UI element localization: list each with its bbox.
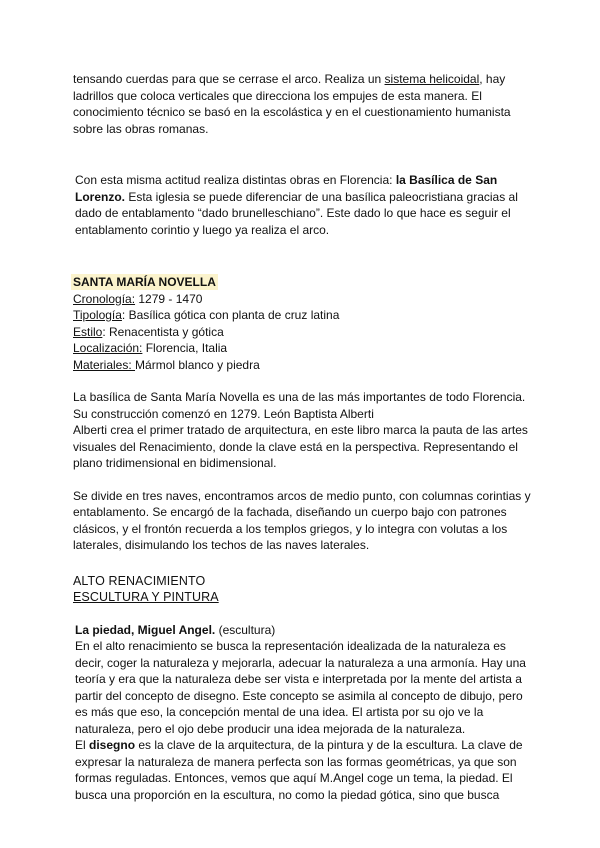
sistema-helicoidal-link[interactable]: sistema helicoidal xyxy=(384,72,480,86)
field-label: Materiales: xyxy=(73,357,136,372)
escultura-pintura-subtitle: ESCULTURA Y PINTURA xyxy=(73,590,219,604)
santa-maria-novella-section xyxy=(73,274,533,373)
paragraph-basilica: La basílica de Santa María Novella es una de las más importantes de todo Florencia. Su construcción comenzó en 1279. León Baptista Alberti xyxy=(73,390,526,421)
field-label: Estilo xyxy=(73,324,103,339)
piedad-heading xyxy=(73,622,533,639)
paragraph-text: El xyxy=(75,738,90,752)
field-value: : Renacentista y gótica xyxy=(102,324,224,339)
field-value: 1279 - 1470 xyxy=(135,291,203,306)
paragraph-alto-renacimiento: En el alto renacimiento se busca la representación idealizada de la naturaleza es decir, coger la naturaleza y mejorarla, adecuar la naturaleza a una armonía. Hay una teoría y era que la naturaleza debe ser vista e interpretada por la mente del artista a partir del concepto de disegno. Este concepto se asimila al concepto de dibujo, pero es más que eso, la concepción mental de una idea. El artista por su ojo ve la naturaleza, pero el ojo debe producir una idea mejorada de la naturaleza. xyxy=(75,639,526,736)
field-value: : Basílica gótica con planta de cruz latina xyxy=(121,308,340,322)
alto-renacimiento-title: ALTO RENACIMIENTO xyxy=(73,573,206,588)
paragraph-san-lorenzo xyxy=(73,172,533,238)
paragraph-alberti: Alberti crea el primer tratado de arquitectura, en este libro marca la pauta de las artes visuales del Renacimiento, donde la clave está en la perspectiva. Representando el plano tridimensional en bidimensional. xyxy=(73,423,528,470)
field-materiales xyxy=(73,357,533,374)
paragraph-text: Esta iglesia se puede diferenciar de una basílica paleocristiana gracias al dado de entablamento “dado brunelleschiano”. Este dado lo que hace es seguir el entablamento corintio y luego ya realiza el arco. xyxy=(75,189,518,237)
paragraph-text: es la clave de la arquitectura, de la pintura y de la escultura. La clave de expresar la naturaleza de manera perfecta son las formas geométricas, ya que son formas reguladas. Entonces, vemos que aquí M.Angel coge un tema, la piedad. El busca una proporción en la escultura, no como la piedad gótica, sino que busca xyxy=(75,738,523,802)
field-value: Mármol blanco y piedra xyxy=(135,357,260,372)
piedad-title: La piedad, Miguel Angel. xyxy=(75,622,216,637)
field-tipologia xyxy=(73,307,533,324)
piedad-note: (escultura) xyxy=(215,622,276,637)
field-value: Florencia, Italia xyxy=(142,341,228,355)
field-label: Tipología xyxy=(73,308,122,322)
field-cronologia xyxy=(73,291,533,308)
field-label: Localización: xyxy=(73,341,143,355)
field-localizacion xyxy=(73,340,533,357)
paragraph-text: Con esta misma actitud realiza distintas obras en Florencia: xyxy=(75,173,396,187)
field-estilo xyxy=(73,324,533,341)
paragraph-disegno xyxy=(73,737,533,803)
san-lorenzo-bold: la Basílica de San Lorenzo. xyxy=(75,173,498,204)
paragraph-helicoidal xyxy=(73,71,533,137)
paragraph-naves: Se divide en tres naves, encontramos arcos de medio punto, con columnas corintias y entablamento. Se encargó de la fachada, diseñando un cuerpo bajo con patrones clásicos, y el frontón recuerda a los templos griegos, y lo integra con volutas a los laterales, disimulando los techos de las naves laterales. xyxy=(73,488,531,552)
section-heading: SANTA MARÍA NOVELLA xyxy=(73,275,216,289)
paragraph-text: tensando cuerdas para que se cerrase el arco. Realiza un xyxy=(73,72,385,86)
paragraph-text: , hay ladrillos que coloca verticales que direcciona los empujes de esta manera. El conocimiento técnico se basó en la escolástica y en el cuestionamiento humanista sobre las obras romanas. xyxy=(73,72,511,136)
document-page xyxy=(73,71,533,803)
field-label: Cronología: xyxy=(73,291,136,306)
disegno-bold: disegno xyxy=(89,738,136,752)
